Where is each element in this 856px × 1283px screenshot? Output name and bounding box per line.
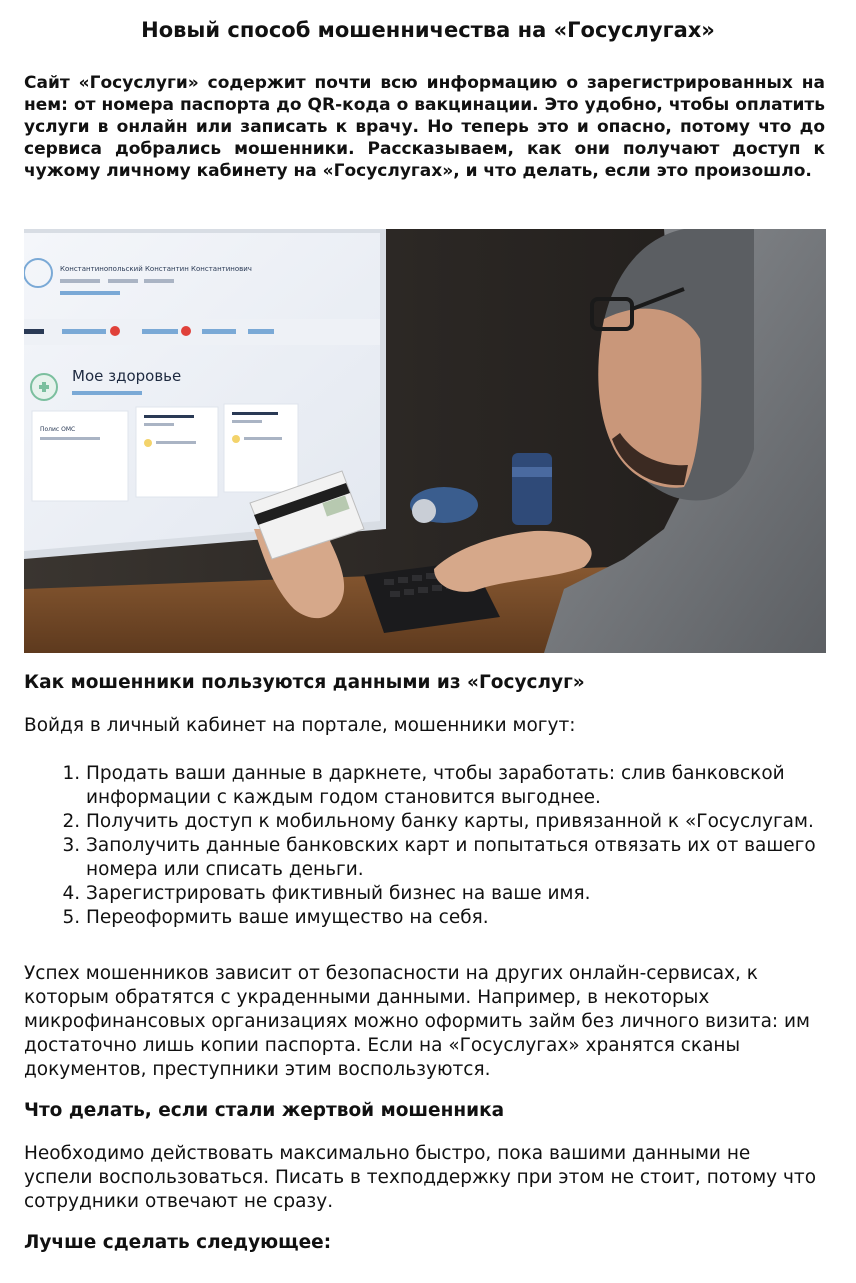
section-heading-better: Лучше сделать следующее: xyxy=(24,1232,332,1253)
article-lead: Сайт «Госуслуги» содержит почти всю информацию о зарегистрированных на нем: от номера паспорта до QR-кода о вакцинации. Это удобно, чтобы оплатить услуги в онлайн или записать к врачу. Но теперь это и опасно, потому что до сервиса добрались мошенники. Рассказываем, как они получают доступ к чужому личному кабинету на «Госуслугах», и что делать, если это произошло. xyxy=(24,73,825,181)
section-text: Необходимо действовать максимально быстро, пока вашими данными не успели воспользоваться. Писать в техподдержку при этом не стоит, потому что сотрудники отвечают не сразу. xyxy=(24,1143,817,1212)
list-item: 3. Заполучить данные банковских карт и попытаться отвязать их от вашего номера или списать деньги. xyxy=(86,834,856,882)
article-title: Новый способ мошенничества на «Госуслугах» xyxy=(141,18,715,42)
section-heading-how: Как мошенники пользуются данными из «Госуслуг» xyxy=(24,672,585,693)
article-photo xyxy=(24,229,826,653)
fraud-actions-list xyxy=(24,762,856,930)
section-intro: Войдя в личный кабинет на портале, мошенники могут: xyxy=(24,715,576,736)
list-item: 1. Продать ваши данные в даркнете, чтобы заработать: слив банковской информации с каждым годом становится выгоднее. xyxy=(86,762,856,810)
list-item: 5. Переоформить ваше имущество на себя. xyxy=(86,906,856,930)
section-outro: Успех мошенников зависит от безопасности на других онлайн-сервисах, к которым обратятся с украденными данными. Например, в некоторых микрофинансовых организациях можно оформить займ без личного визита: им достаточно лишь копии паспорта. Если на «Госуслугах» хранятся сканы документов, преступники этим воспользуются. xyxy=(24,963,811,1080)
list-item: 4. Зарегистрировать фиктивный бизнес на ваше имя. xyxy=(86,882,856,906)
section-heading-what-to-do: Что делать, если стали жертвой мошенника xyxy=(24,1100,505,1121)
screen-card-label: Полис ОМС xyxy=(40,426,76,433)
screen-user-name: Константинопольский Константин Константинович xyxy=(60,265,252,273)
list-item: 2. Получить доступ к мобильному банку карты, привязанной к «Госуслугам. xyxy=(86,810,856,834)
screen-section-title: Мое здоровье xyxy=(72,367,182,385)
